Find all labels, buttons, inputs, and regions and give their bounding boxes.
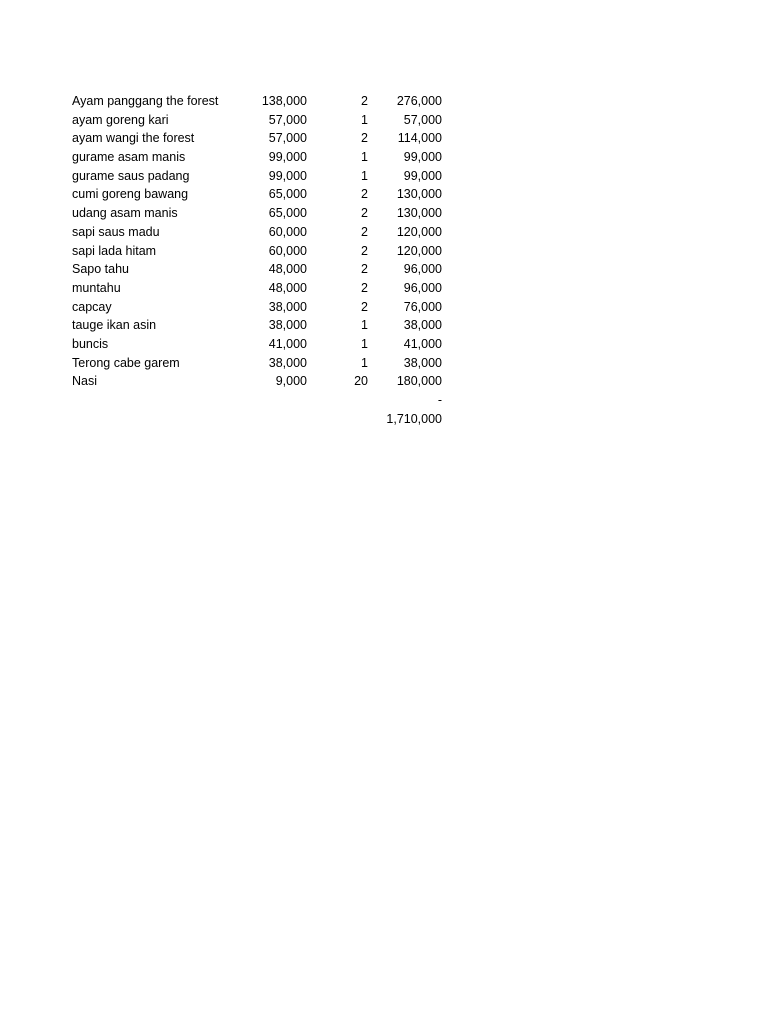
item-name-cell: muntahu <box>72 280 121 295</box>
quantity-cell: 2 <box>361 206 368 221</box>
subtotal-cell: 38,000 <box>403 318 442 333</box>
item-name-cell: Ayam panggang the forest <box>72 94 219 108</box>
item-name-cell: buncis <box>72 336 109 351</box>
subtotal-cell: 99,000 <box>403 168 442 183</box>
unit-price-cell: 57,000 <box>268 131 307 146</box>
unit-price-cell: 38,000 <box>268 299 307 314</box>
quantity-cell: 2 <box>361 299 368 314</box>
subtotal-cell: 41,000 <box>403 336 442 351</box>
subtotal-cell: 96,000 <box>403 280 442 295</box>
item-name-cell: capcay <box>72 299 112 314</box>
item-name-cell: tauge ikan asin <box>72 318 157 333</box>
subtotal-cell: 76,000 <box>403 299 442 314</box>
quantity-cell: 20 <box>354 374 368 389</box>
unit-price-cell: 9,000 <box>275 374 307 389</box>
item-name-cell: gurame saus padang <box>72 168 190 183</box>
item-name-cell: Terong cabe garem <box>72 355 180 370</box>
item-name-cell: sapi saus madu <box>72 224 160 239</box>
subtotal-cell: 130,000 <box>396 187 442 202</box>
unit-price-cell: 60,000 <box>268 224 307 239</box>
subtotal-cell: 114,000 <box>397 131 442 146</box>
item-name-cell: ayam wangi the forest <box>72 131 195 146</box>
subtotal-cell: 120,000 <box>396 224 442 239</box>
unit-price-cell: 99,000 <box>268 168 307 183</box>
quantity-cell: 2 <box>361 94 368 108</box>
item-name-cell: Nasi <box>72 374 98 389</box>
subtotal-cell: 180,000 <box>396 374 442 389</box>
quantity-cell: 1 <box>361 150 368 165</box>
dash-cell: - <box>437 393 442 407</box>
unit-price-cell: 99,000 <box>268 150 307 165</box>
quantity-cell: 1 <box>361 355 368 370</box>
item-name-cell: gurame asam manis <box>72 150 186 165</box>
unit-price-cell: 41,000 <box>268 336 307 351</box>
item-name-cell: sapi lada hitam <box>72 243 157 258</box>
subtotal-cell: 57,000 <box>403 112 442 127</box>
unit-price-cell: 65,000 <box>268 187 307 202</box>
subtotal-cell: 276,000 <box>396 94 442 108</box>
unit-price-cell: 48,000 <box>268 262 307 277</box>
unit-price-cell: 65,000 <box>268 206 307 221</box>
item-name-cell: Sapo tahu <box>72 262 129 277</box>
subtotal-cell: 120,000 <box>396 243 442 258</box>
item-name-cell: udang asam manis <box>72 206 178 221</box>
quantity-cell: 2 <box>361 262 368 277</box>
unit-price-cell: 38,000 <box>268 318 307 333</box>
subtotal-cell: 99,000 <box>403 150 442 165</box>
quantity-cell: 2 <box>361 243 368 258</box>
subtotal-cell: 96,000 <box>403 262 442 277</box>
item-name-cell: ayam goreng kari <box>72 112 169 127</box>
quantity-cell: 1 <box>361 112 368 127</box>
quantity-cell: 2 <box>361 280 368 295</box>
unit-price-cell: 60,000 <box>268 243 307 258</box>
subtotal-cell: 38,000 <box>403 355 442 370</box>
unit-price-cell: 57,000 <box>268 112 307 127</box>
quantity-cell: 1 <box>361 318 368 333</box>
quantity-cell: 2 <box>361 187 368 202</box>
grand-total-cell: 1,710,000 <box>386 411 442 426</box>
quantity-cell: 2 <box>361 224 368 239</box>
quantity-cell: 1 <box>361 168 368 183</box>
unit-price-cell: 38,000 <box>268 355 307 370</box>
unit-price-cell: 48,000 <box>268 280 307 295</box>
quantity-cell: 1 <box>361 336 368 351</box>
item-name-cell: cumi goreng bawang <box>72 187 189 202</box>
subtotal-cell: 130,000 <box>396 206 442 221</box>
quantity-cell: 2 <box>361 131 368 146</box>
unit-price-cell: 138,000 <box>261 94 307 108</box>
